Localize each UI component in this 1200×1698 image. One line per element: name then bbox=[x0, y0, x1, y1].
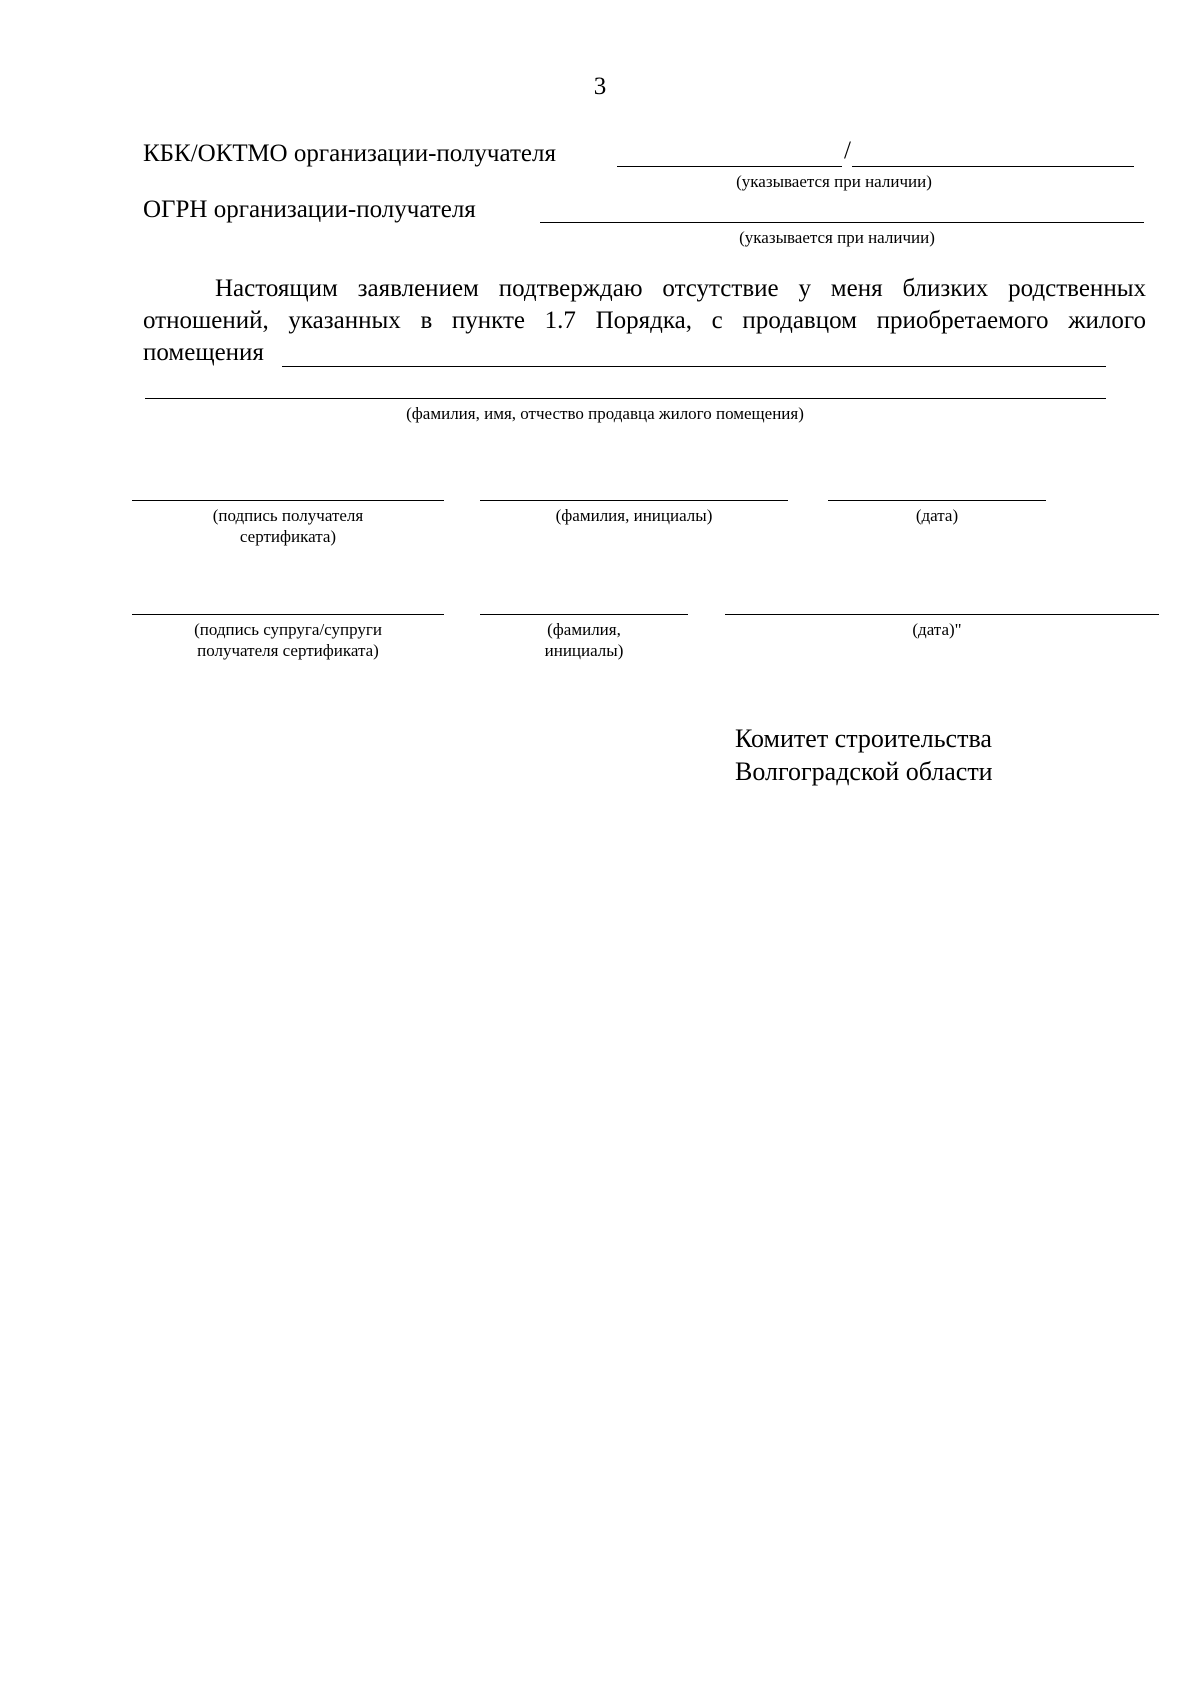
spouse-signature-hint-line-2: получателя сертификата) bbox=[197, 641, 379, 660]
recipient-signature-hint-line-2: сертификата) bbox=[239, 527, 337, 546]
kbk-hint: (указывается при наличии) bbox=[736, 172, 932, 191]
recipient-name-line[interactable] bbox=[480, 500, 788, 501]
page-number: 3 bbox=[593, 73, 607, 100]
recipient-name-hint: (фамилия, инициалы) bbox=[555, 506, 713, 525]
spouse-name-hint bbox=[500, 619, 668, 661]
spouse-name-line[interactable] bbox=[480, 614, 688, 615]
seller-field-line-1[interactable] bbox=[282, 366, 1106, 367]
ogrn-field-line[interactable] bbox=[540, 222, 1144, 223]
kbk-oktmo-separator: / bbox=[844, 137, 851, 164]
committee-signature bbox=[735, 722, 993, 788]
spouse-name-hint-line-2: инициалы) bbox=[544, 641, 624, 660]
spouse-signature-hint bbox=[158, 619, 418, 661]
declaration-line-1: Настоящим заявлением подтверждаю отсутствие у меня близких родственных bbox=[215, 275, 1146, 302]
ogrn-label: ОГРН организации-получателя bbox=[143, 196, 476, 223]
declaration-paragraph bbox=[143, 273, 1146, 369]
spouse-signature-line[interactable] bbox=[132, 614, 444, 615]
recipient-signature-line[interactable] bbox=[132, 500, 444, 501]
seller-field-line-2[interactable] bbox=[145, 398, 1106, 399]
recipient-date-hint: (дата) bbox=[915, 506, 959, 525]
spouse-name-hint-line-1: (фамилия, bbox=[547, 620, 621, 639]
spouse-signature-hint-line-1: (подпись супруга/супруги bbox=[194, 620, 382, 639]
declaration-line-2: отношений, указанных в пункте 1.7 Порядка, с продавцом приобретаемого жилого bbox=[143, 307, 1146, 334]
declaration-line-3: помещения bbox=[143, 339, 264, 366]
seller-name-hint: (фамилия, имя, отчество продавца жилого помещения) bbox=[406, 404, 804, 423]
kbk-oktmo-label: КБК/ОКТМО организации-получателя bbox=[143, 140, 556, 167]
committee-line-2: Волгоградской области bbox=[735, 757, 993, 786]
kbk-field-line[interactable] bbox=[617, 166, 842, 167]
spouse-date-line[interactable] bbox=[725, 614, 1159, 615]
recipient-signature-hint-line-1: (подпись получателя bbox=[212, 506, 364, 525]
spouse-date-hint: (дата)" bbox=[912, 620, 962, 639]
ogrn-hint: (указывается при наличии) bbox=[739, 228, 935, 247]
oktmo-field-line[interactable] bbox=[852, 166, 1134, 167]
recipient-signature-hint bbox=[168, 505, 408, 547]
committee-line-1: Комитет строительства bbox=[735, 724, 992, 753]
recipient-date-line[interactable] bbox=[828, 500, 1046, 501]
